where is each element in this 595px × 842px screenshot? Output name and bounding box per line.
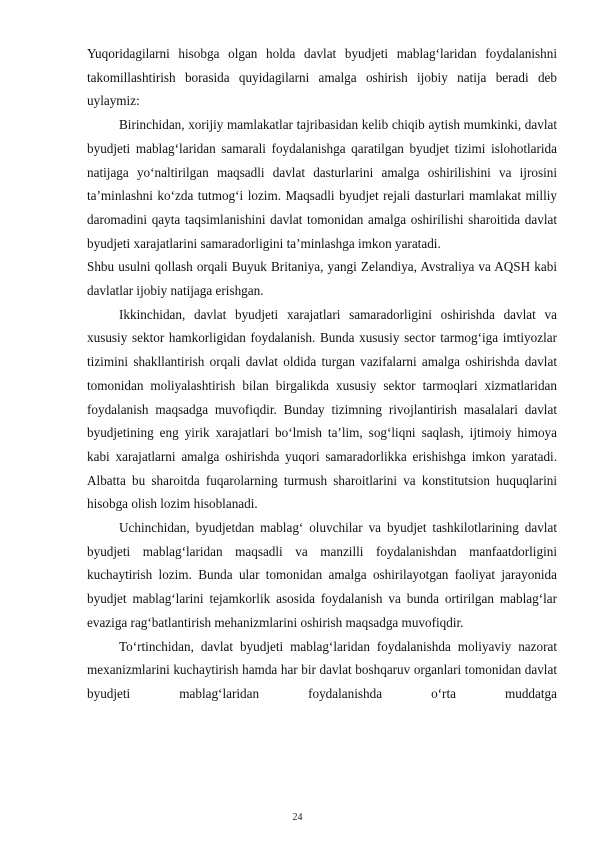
paragraph-6: To‘rtinchidan, davlat byudjeti mablag‘laridan foydalanishda moliyaviy nazorat mexanizmlarini kuchaytirish hamda har bir davlat boshqaruv organlari tomonidan davlat byudjeti mablag‘laridan foydalanishda o‘rta muddatga: [87, 638, 557, 701]
paragraph-4: Ikkinchidan, davlat byudjeti xarajatlari samaradorligini oshirishda davlat va xususiy sektor hamkorligidan foydalanish. Bunda xususiy sector tarmog‘iga imtiyozlar tizimini shakllantirish orqali davlat oldida turgan vazifalarni amalga oshirishda davlat tomonidan moliyalashtirish bilan birgalikda xususiy sektor tarmoqlari xizmatlaridan foydalanish maqsadga muvofiqdir. Bunday tizimning rivojlantirish masalalari davlat byudjetining eng yirik xarajatlari bo‘lmish ta’lim, sog‘liqni saqlash, ijtimoiy himoya kabi xarajatlarni amalga oshirishda yuqori samaradorlikka erishishga imkon yaratadi. Albatta bu sharoitda fuqarolarning turmush sharoitlarini va konstitutsion huquqlarini hisobga olish lozim hisoblanadi.: [87, 306, 557, 512]
page-number: 24: [292, 812, 303, 823]
paragraph-1: Yuqoridagilarni hisobga olgan holda davlat byudjeti mablag‘laridan foydalanishni takomillashtirish borasida quyidagilarni amalga oshirish ijobiy natija beradi deb uylaymiz:: [87, 46, 557, 109]
paragraph-2: Birinchidan, xorijiy mamlakatlar tajribasidan kelib chiqib aytish mumkinki, davlat byudjeti mablag‘laridan samarali foydalanishga qaratilgan byudjet tizimi islohotlarida natijaga yo‘naltirilgan maqsadli davlat dasturlarini amalga oshirilishini va ijrosini ta’minlashni ko‘zda tutmog‘i lozim. Maqsadli byudjet rejali dasturlari mamlakat milliy daromadini qayta taqsimlanishini davlat tomonidan amalga oshirilishi sharoitida davlat byudjeti xarajatlarini samaradorligini ta’minlashga imkon yaratadi.: [87, 117, 557, 251]
paragraph-5: Uchinchidan, byudjetdan mablag‘ oluvchilar va byudjet tashkilotlarining davlat byudjeti mablag‘laridan maqsadli va manzilli foydalanishdan manfaatdorligini kuchaytirish lozim. Bunda ular tomonidan amalga oshirilayotgan faoliyat jarayonida byudjet mablag‘larini tejamkorlik asosida foydalanish va bunda ortirilgan mablag‘lar evaziga rag‘batlantirish mehanizmlarini oshirish maqsadga muvofiqdir.: [87, 520, 557, 630]
body-text: [87, 42, 557, 706]
paragraph-3: Shbu usulni qollash orqali Buyuk Britaniya, yangi Zelandiya, Avstraliya va AQSH kabi davlatlar ijobiy natijaga erishgan.: [87, 259, 557, 299]
